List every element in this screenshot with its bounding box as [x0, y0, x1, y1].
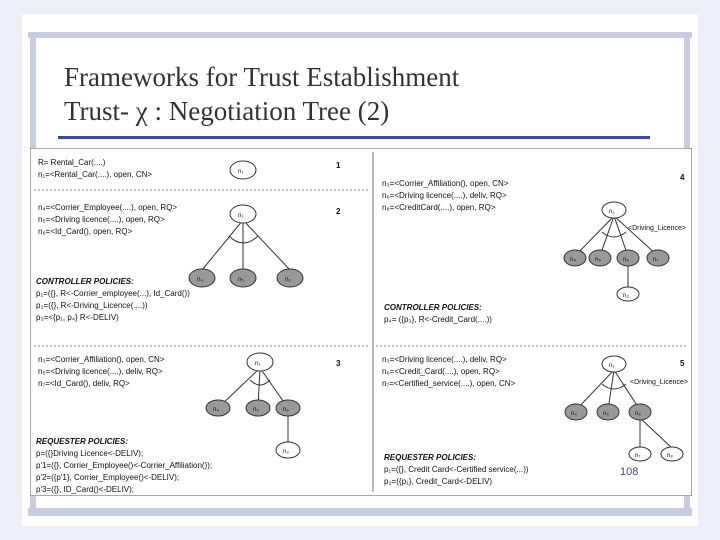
negotiation-tree-figure — [30, 148, 692, 496]
panel-3-line: n₇=<Id_Card(), deliv, RQ> — [38, 379, 130, 388]
panel-3-policy: p'3=({}, ID_Card()<-DELIV); — [36, 485, 135, 494]
tree-node-label: n₁ — [255, 361, 261, 367]
top-border-band — [0, 0, 720, 14]
panel-2-line: n₄=<Corrier_Employee(....), open, RQ> — [38, 203, 178, 212]
tree-node-label: n₁ — [609, 363, 615, 369]
tree-node-label: n₅ — [603, 411, 609, 417]
bottom-border-band — [0, 526, 720, 540]
tree-node-label: n₇ — [653, 257, 659, 263]
tree-node-label: n₃ — [623, 293, 629, 299]
tree-node-label: n₆ — [285, 277, 291, 283]
frame-top-edge — [28, 32, 692, 38]
tree-node-label: n₄ — [197, 277, 203, 283]
tree-node-label: n₅ — [238, 277, 244, 283]
panel-4-edge-label: <Driving_Licence> — [628, 225, 686, 232]
tree-node-label: n₇ — [635, 453, 641, 459]
panel-2-line: n₆=<Id_Card(), open, RQ> — [38, 227, 133, 236]
panel-5-policy: p₂=({p₁}, Credit_Card<-DELIV) — [384, 477, 493, 486]
tree-node-label: n₆ — [635, 411, 641, 417]
panel-4-policy-title: CONTROLLER POLICIES: — [384, 303, 482, 312]
frame-bottom-edge — [28, 508, 692, 516]
panel-3-step: 3 — [336, 359, 341, 368]
panel-2-line: n₅=<Driving licence(....), open, RQ> — [38, 215, 165, 224]
left-border-band — [0, 0, 22, 540]
panel-2-policy: p₁=({}, R<-Corrier_employee(...), Id_Card()) — [36, 289, 190, 298]
slide-title-line-1: Frameworks for Trust Establishment — [64, 62, 460, 92]
tree-node-label: n₅ — [595, 257, 601, 263]
panel-1-step: 1 — [336, 161, 341, 170]
panel-4-line: n₆=<Driving licence(....), deliv, RQ> — [382, 191, 507, 200]
panel-5-policy: p₁=({}, Credit Card<-Certified service(...)) — [384, 465, 529, 474]
panel-4-policy: p₄= ({p₃}, R<-Credit_Card(....)) — [384, 315, 492, 324]
panel-3-policy-title: REQUESTER POLICIES: — [36, 437, 129, 446]
slide-title-line-2: Trust- χ : Negotiation Tree (2) — [64, 96, 390, 126]
panel-4-line: n₃=<Corrier_Affiliation(), open, CN> — [382, 179, 509, 188]
panel-3-line: n₅=<Driving licence(....), deliv, RQ> — [38, 367, 163, 376]
tree-node-label: n₄ — [570, 257, 576, 263]
panel-1-line: R= Rental_Car(....) — [38, 158, 106, 167]
panel-3-policy: p=({}Driving Licence<-DELIV); — [36, 449, 144, 458]
panel-5-line: n₇=<Certified_service(....), open, CN> — [382, 379, 516, 388]
panel-1-line: n₁=<Rental_Car(....), open, CN> — [38, 170, 153, 179]
panel-2-step: 2 — [336, 207, 341, 216]
panel-3-policy: p'2=({p'1}, Corrier_Employee()<-DELIV); — [36, 473, 180, 482]
tree-node-label: n₆ — [283, 407, 289, 413]
panel-3-policy: p'1=({}, Corrier_Employee()<-Corrier_Affiliation()); — [36, 461, 213, 470]
panel-3-line: n₃=<Corrier_Affiliation(), open, CN> — [38, 355, 165, 364]
tree-node-label: n₁ — [609, 209, 615, 215]
tree-node-label: n₁ — [238, 169, 244, 175]
panel-2-policy-title: CONTROLLER POLICIES: — [36, 277, 134, 286]
tree-node-label: n₈ — [667, 453, 673, 459]
title-underline — [58, 136, 650, 139]
tree-node-label: n₄ — [571, 411, 577, 417]
panel-5-policy-title: REQUESTER POLICIES: — [384, 453, 477, 462]
panel-5-edge-label: <Driving_Licence> — [630, 379, 688, 386]
panel-2-policy: p₂=({}, R<-Driving_Licence(....)) — [36, 301, 148, 310]
tree-node-label: n₁ — [238, 213, 244, 219]
tree-node-label: n₃ — [283, 449, 289, 455]
panel-5-line: n₃=<Driving licence(....), deliv, RQ> — [382, 355, 507, 364]
page-number: 108 — [620, 466, 639, 478]
panel-5-line: n₆=<Credit_Card(....), open, RQ> — [382, 367, 500, 376]
panel-4-line: n₈=<CreditCard(....), open, RQ> — [382, 203, 496, 212]
panel-2-policy: p₃=<{p₁, p₄} R<-DELIV) — [36, 313, 119, 322]
tree-node-label: n₆ — [623, 257, 629, 263]
tree-node-label: n₄ — [213, 407, 219, 413]
figure-border — [30, 148, 692, 496]
panel-5-step: 5 — [680, 359, 685, 368]
panel-4-step: 4 — [680, 173, 685, 182]
right-border-band — [698, 0, 720, 540]
tree-node-label: n₅ — [253, 407, 259, 413]
